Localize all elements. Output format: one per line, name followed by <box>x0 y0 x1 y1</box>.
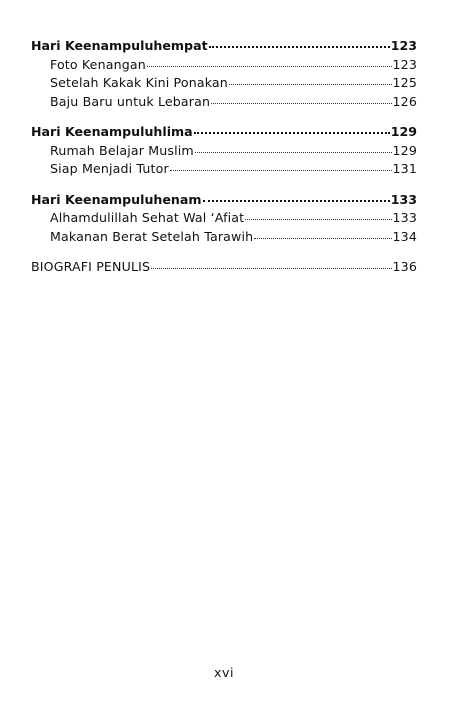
dot-leader <box>203 199 390 202</box>
toc-page-number: 126 <box>392 93 417 109</box>
toc-entry-row[interactable] <box>31 74 417 93</box>
toc-entry-title: Makanan Berat Setelah Tarawih <box>50 228 254 244</box>
footer-page-number: xvi <box>214 665 234 680</box>
dot-leader <box>170 169 392 171</box>
toc-entry-title: Alhamdulillah Sehat Wal ‘Afiat <box>50 210 245 225</box>
toc-entry-row[interactable] <box>31 228 417 247</box>
toc-entry-title: Baju Baru untuk Lebaran <box>50 93 211 109</box>
toc-entry-row[interactable] <box>31 209 417 228</box>
toc-section <box>31 37 417 111</box>
dot-leader <box>254 237 391 239</box>
toc-page-number: 133 <box>390 191 417 207</box>
toc-page-number: 123 <box>392 56 417 72</box>
toc-page-number: 123 <box>390 38 417 53</box>
toc-heading-row[interactable] <box>31 191 417 210</box>
dot-leader <box>209 45 390 48</box>
toc-section <box>31 258 417 277</box>
dot-leader <box>195 151 392 153</box>
toc-heading-row[interactable] <box>31 37 417 56</box>
toc-page-number: 125 <box>392 75 417 90</box>
dot-leader <box>147 65 392 67</box>
toc-biography-row[interactable] <box>31 258 417 277</box>
toc-heading-title: Hari Keenampuluhenam <box>31 191 202 207</box>
dot-leader <box>245 218 391 220</box>
table-of-contents <box>31 37 417 277</box>
toc-heading-title: Hari Keenampuluhempat <box>31 38 208 53</box>
toc-heading-row[interactable] <box>31 123 417 142</box>
toc-entry-row[interactable] <box>31 160 417 179</box>
toc-page-number: 134 <box>392 228 417 244</box>
dot-leader <box>194 131 390 134</box>
toc-entry-row[interactable] <box>31 56 417 75</box>
toc-entry-row[interactable] <box>31 93 417 112</box>
toc-heading-title: Hari Keenampuluhlima <box>31 124 193 139</box>
toc-page-number: 129 <box>390 124 417 139</box>
dot-leader <box>229 83 392 85</box>
toc-page-number: 129 <box>392 142 417 158</box>
toc-section <box>31 123 417 179</box>
toc-section <box>31 191 417 247</box>
toc-page-number: 133 <box>392 210 417 225</box>
toc-entry-row[interactable] <box>31 142 417 161</box>
toc-biography-title: BIOGRAFI PENULIS <box>31 259 151 274</box>
toc-entry-title: Rumah Belajar Muslim <box>50 142 194 158</box>
toc-entry-title: Foto Kenangan <box>50 56 146 72</box>
toc-page-number: 136 <box>392 259 417 274</box>
toc-entry-title: Siap Menjadi Tutor <box>50 161 169 176</box>
dot-leader <box>211 102 391 104</box>
toc-page-number: 131 <box>392 161 417 176</box>
dot-leader <box>151 267 391 269</box>
toc-entry-title: Setelah Kakak Kini Ponakan <box>50 75 228 90</box>
